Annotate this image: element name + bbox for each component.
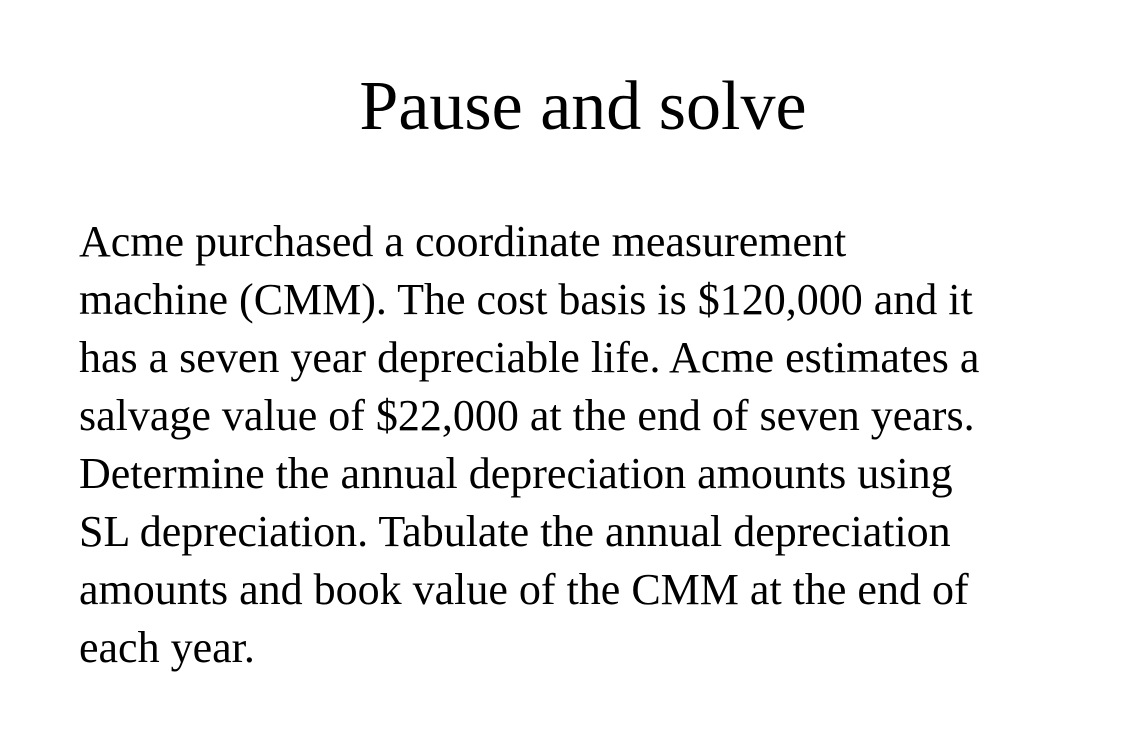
problem-line-4: salvage value of $22,000 at the end of seven years. [79, 391, 975, 440]
problem-line-1: Acme purchased a coordinate measurement [79, 217, 847, 266]
problem-line-2: machine (CMM). The cost basis is $120,000 and it [79, 275, 973, 324]
problem-line-3: has a seven year depreciable life. Acme estimates a [79, 333, 980, 382]
problem-line-6: SL depreciation. Tabulate the annual depreciation [79, 507, 951, 556]
problem-line-8: each year. [79, 623, 255, 672]
slide-title: Pause and solve [359, 68, 807, 145]
problem-line-7: amounts and book value of the CMM at the end of [79, 565, 969, 614]
problem-line-5: Determine the annual depreciation amounts using [79, 449, 953, 498]
problem-statement [79, 213, 1139, 677]
